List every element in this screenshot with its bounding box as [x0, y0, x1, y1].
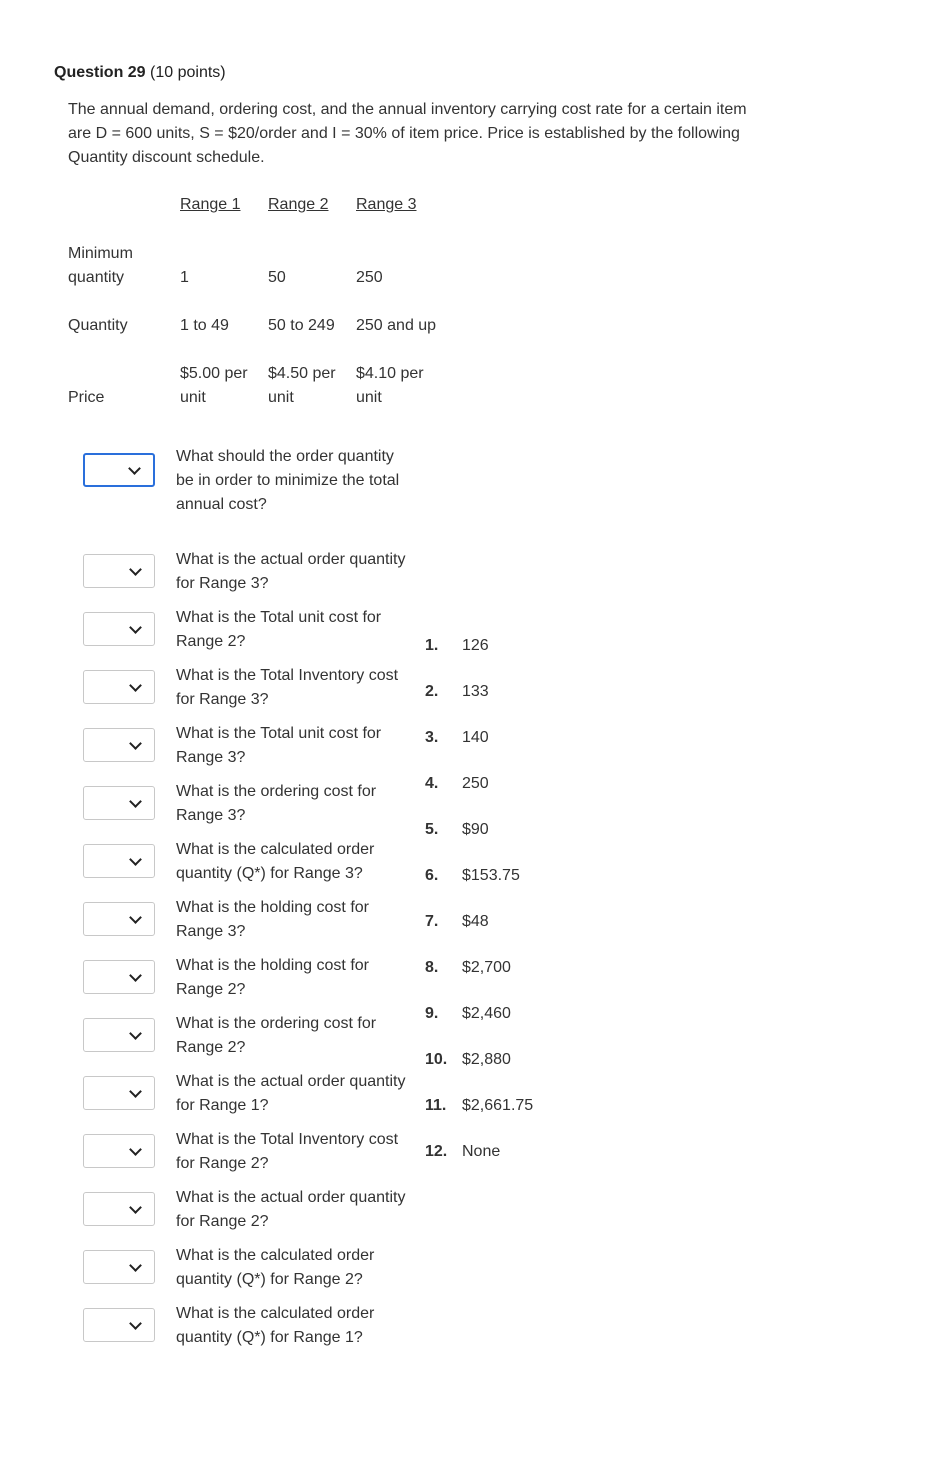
- answer-choice-10: [425, 1048, 511, 1072]
- answer-choice-8: [425, 956, 511, 980]
- answer-choice-value: $2,460: [462, 1005, 511, 1022]
- chevron-down-icon: [129, 621, 142, 634]
- question-item-1: What should the order quantity be in order to minimize the total annual cost?: [176, 448, 400, 513]
- chevron-down-icon: [129, 1259, 142, 1272]
- chevron-down-icon: [129, 679, 142, 692]
- answer-select-14[interactable]: [83, 1250, 155, 1284]
- chevron-down-icon: [129, 737, 142, 750]
- question-title: [54, 64, 226, 82]
- question-item-11: What is the actual order quantity for Range 1?: [176, 1073, 406, 1114]
- answer-choice-value: 140: [462, 729, 489, 746]
- answer-choice-number: 5.: [425, 821, 439, 838]
- question-item-6: What is the ordering cost for Range 3?: [176, 783, 377, 824]
- answer-choice-value: $2,880: [462, 1051, 511, 1068]
- min-quantity-label-line1: Minimum: [68, 245, 133, 262]
- question-item-15: What is the calculated order quantity (Q*) for Range 1?: [176, 1305, 375, 1346]
- answer-choice-value: $2,700: [462, 959, 511, 976]
- answer-select-1[interactable]: [83, 453, 155, 487]
- range-1-header: Range 1: [180, 196, 241, 213]
- answer-choice-11: [425, 1094, 533, 1118]
- price-range-1-line1: $5.00 per: [180, 365, 248, 382]
- answer-select-7[interactable]: [83, 844, 155, 878]
- answer-choice-number: 4.: [425, 775, 439, 792]
- answer-choice-number: 12.: [425, 1143, 448, 1160]
- answer-choice-number: 7.: [425, 913, 439, 930]
- price-range-2: [268, 362, 336, 410]
- chevron-down-icon: [129, 795, 142, 808]
- chevron-down-icon: [129, 911, 142, 924]
- question-item-2: What is the actual order quantity for Range 3?: [176, 551, 406, 592]
- answer-choice-6: [425, 864, 520, 888]
- answer-choice-2: [425, 680, 489, 704]
- answer-choice-value: $153.75: [462, 867, 520, 884]
- question-item-7: What is the calculated order quantity (Q*) for Range 3?: [176, 841, 375, 882]
- answer-choice-5: [425, 818, 489, 842]
- chevron-down-icon: [129, 1317, 142, 1330]
- quantity-label: Quantity: [68, 317, 128, 334]
- answer-choice-value: 126: [462, 637, 489, 654]
- answer-choice-number: 11.: [425, 1097, 447, 1114]
- answer-choice-value: $90: [462, 821, 489, 838]
- quantity-range-3: 250 and up: [356, 317, 437, 334]
- price-range-1-line2: unit: [180, 389, 206, 406]
- answer-choice-9: [425, 1002, 511, 1026]
- answer-select-4[interactable]: [83, 670, 155, 704]
- answer-choice-number: 1.: [425, 637, 439, 654]
- quantity-range-2: 50 to 249: [268, 317, 335, 334]
- chevron-down-icon: [129, 1085, 142, 1098]
- price-range-3-line1: $4.10 per: [356, 365, 424, 382]
- answer-choice-number: 9.: [425, 1005, 439, 1022]
- chevron-down-icon: [129, 1201, 142, 1214]
- question-label: Question 29: [54, 64, 146, 81]
- question-item-3: What is the Total unit cost for Range 2?: [176, 609, 382, 650]
- answer-choice-7: [425, 910, 489, 934]
- answer-choice-value: 133: [462, 683, 489, 700]
- min-quantity-range-2: 50: [268, 269, 286, 286]
- answer-select-2[interactable]: [83, 554, 155, 588]
- answer-choice-value: $2,661.75: [462, 1097, 534, 1114]
- price-range-2-line1: $4.50 per: [268, 365, 336, 382]
- answer-select-15[interactable]: [83, 1308, 155, 1342]
- question-item-9: What is the holding cost for Range 2?: [176, 957, 369, 998]
- answer-select-6[interactable]: [83, 786, 155, 820]
- range-2-header: Range 2: [268, 196, 329, 213]
- chevron-down-icon: [129, 1143, 142, 1156]
- question-item-8: What is the holding cost for Range 3?: [176, 899, 369, 940]
- answer-choice-value: 250: [462, 775, 489, 792]
- min-quantity-label: [68, 242, 133, 290]
- question-item-13: What is the actual order quantity for Range 2?: [176, 1189, 406, 1230]
- question-item-5: What is the Total unit cost for Range 3?: [176, 725, 382, 766]
- chevron-down-icon: [129, 563, 142, 576]
- answer-select-9[interactable]: [83, 960, 155, 994]
- question-prompt: The annual demand, ordering cost, and the annual inventory carrying cost rate for a certain item are D = 600 units, S = $20/order and I = 30% of item price. Price is established by the following Quantity discount schedule.: [68, 101, 747, 166]
- chevron-down-icon: [129, 969, 142, 982]
- min-quantity-label-line2: quantity: [68, 269, 125, 286]
- question-item-10: What is the ordering cost for Range 2?: [176, 1015, 377, 1056]
- price-label: Price: [68, 389, 105, 406]
- price-range-1: [180, 362, 248, 410]
- answer-choice-value: $48: [462, 913, 489, 930]
- price-range-2-line2: unit: [268, 389, 294, 406]
- answer-choice-number: 2.: [425, 683, 439, 700]
- answer-choice-1: [425, 634, 489, 658]
- chevron-down-icon: [129, 853, 142, 866]
- question-item-12: What is the Total Inventory cost for Range 2?: [176, 1131, 399, 1172]
- price-range-3-line2: unit: [356, 389, 382, 406]
- answer-choice-number: 3.: [425, 729, 439, 746]
- answer-select-12[interactable]: [83, 1134, 155, 1168]
- chevron-down-icon: [128, 462, 141, 475]
- min-quantity-range-3: 250: [356, 269, 383, 286]
- answer-select-10[interactable]: [83, 1018, 155, 1052]
- answer-choice-number: 8.: [425, 959, 439, 976]
- answer-choice-value: None: [462, 1143, 501, 1160]
- chevron-down-icon: [129, 1027, 142, 1040]
- answer-select-13[interactable]: [83, 1192, 155, 1226]
- answer-select-5[interactable]: [83, 728, 155, 762]
- question-item-14: What is the calculated order quantity (Q*) for Range 2?: [176, 1247, 375, 1288]
- answer-select-8[interactable]: [83, 902, 155, 936]
- answer-select-11[interactable]: [83, 1076, 155, 1110]
- min-quantity-range-1: 1: [180, 269, 189, 286]
- answer-choice-4: [425, 772, 489, 796]
- range-3-header: Range 3: [356, 196, 417, 213]
- quantity-range-1: 1 to 49: [180, 317, 229, 334]
- price-range-3: [356, 362, 424, 410]
- answer-choice-number: 6.: [425, 867, 439, 884]
- question-points: (10 points): [150, 64, 226, 81]
- answer-choice-12: [425, 1140, 500, 1164]
- answer-choice-3: [425, 726, 489, 750]
- question-item-4: What is the Total Inventory cost for Range 3?: [176, 667, 399, 708]
- answer-select-3[interactable]: [83, 612, 155, 646]
- answer-choice-number: 10.: [425, 1051, 448, 1068]
